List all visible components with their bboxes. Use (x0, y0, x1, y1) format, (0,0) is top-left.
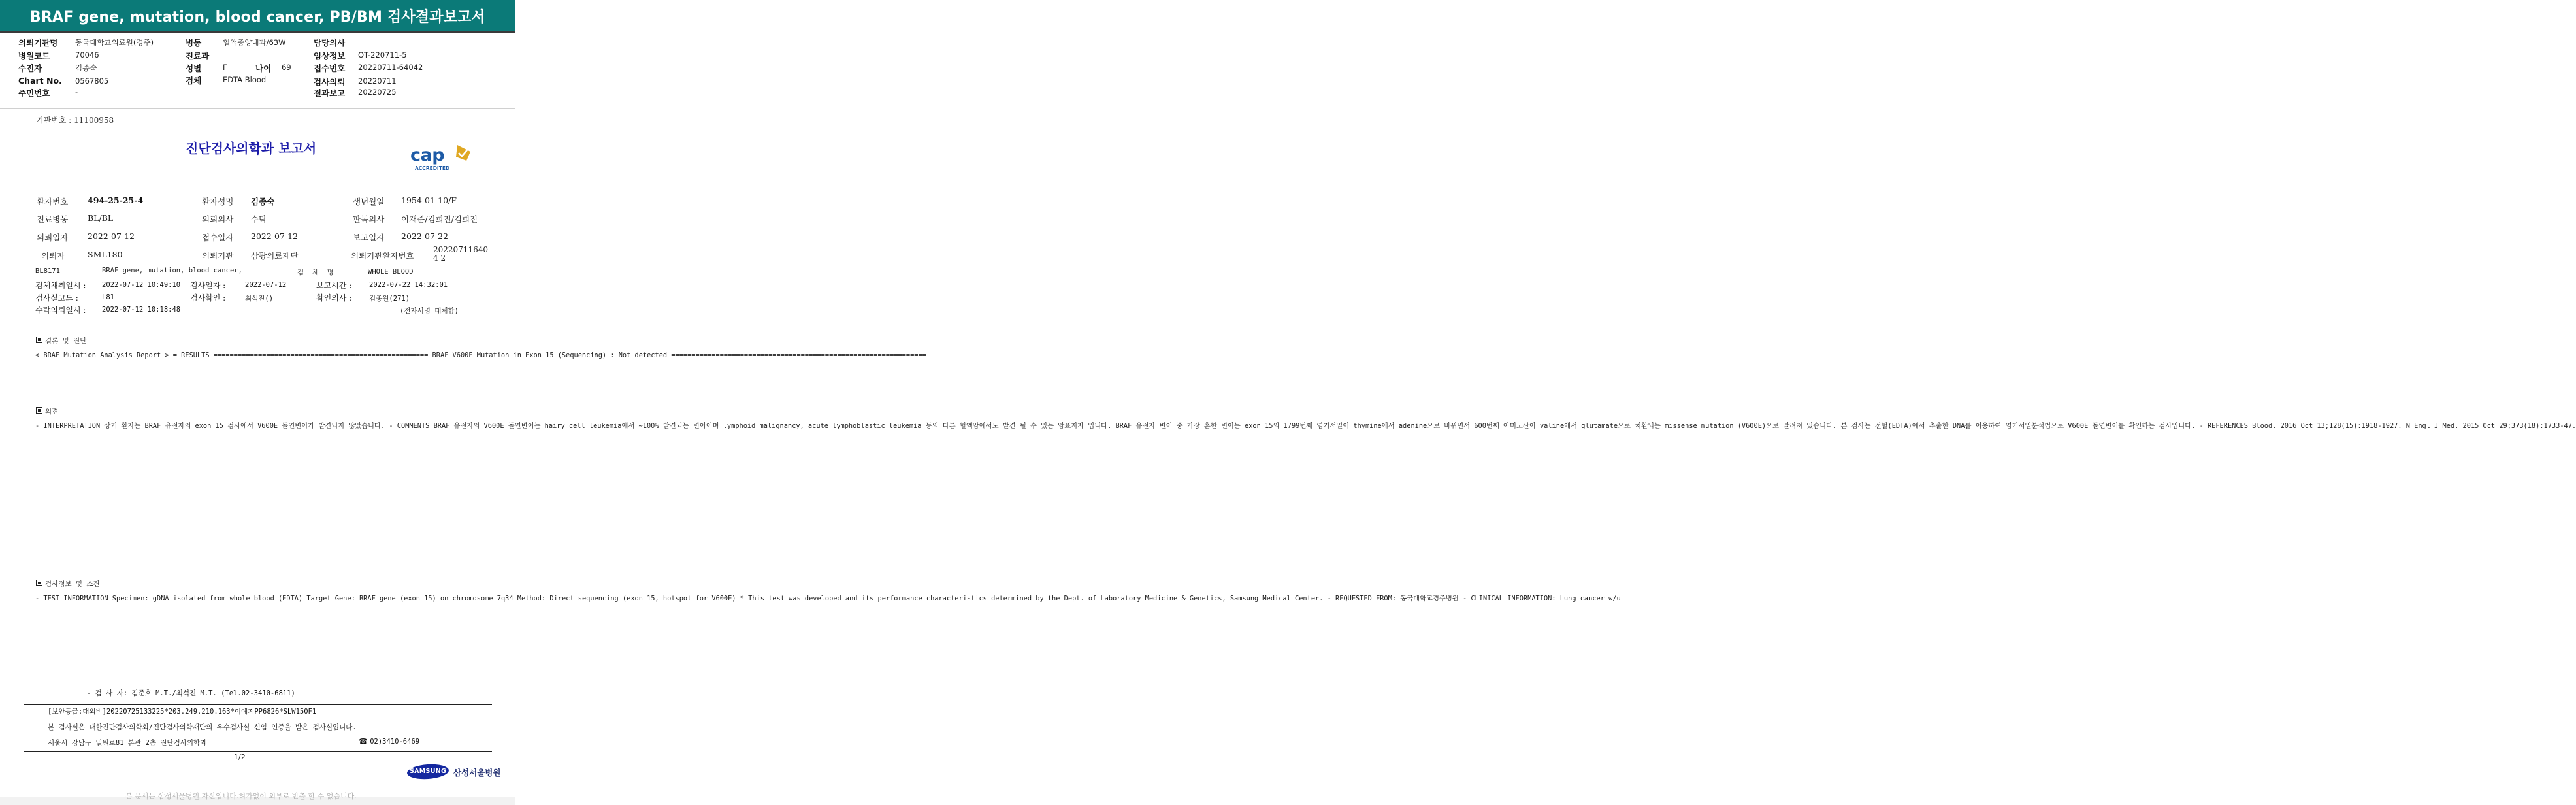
security-line: [보안등급:대외비]20220725133225*203.249.210.163*이예지PP6826*SLW150F1 (48, 708, 317, 715)
test-code: BL8171 (35, 267, 60, 275)
label-requesting-institution: 의뢰기관명 (18, 38, 58, 48)
value-result-report: 20220725 (358, 88, 397, 97)
value-collection-time: 2022-07-12 10:49:10 (102, 281, 181, 289)
report-line: - INTERPRETATION (35, 422, 101, 430)
label-reading-doctor: 판독의사 (353, 214, 385, 224)
value-clinical-info: OT-220711-5 (358, 50, 407, 59)
report-line: - REFERENCES (2199, 422, 2248, 430)
report-line: - TEST INFORMATION (35, 595, 108, 602)
certification-line: 본 검사실은 대한진단검사의학회/진단검사의학재단의 우수검사실 신임 인증을 받은 검사실입니다. (48, 723, 357, 731)
label-test-date: 검사일자 : (190, 281, 226, 290)
value-birth-date: 1954-01-10/F (401, 195, 457, 205)
label-age: 나이 (255, 63, 272, 73)
cap-roof-icon (456, 145, 470, 161)
label-clinic-ward: 진료병동 (37, 214, 69, 224)
report-line: 돌연변이를 확인하는 검사입니다. (2092, 422, 2196, 430)
report-line: = RESULTS ===================================================== (172, 352, 429, 359)
label-report-date: 보고일자 (353, 233, 385, 242)
label-resident-no: 주민번호 (18, 88, 50, 98)
title-bar (0, 0, 515, 33)
report-line: 본 검사는 전혈(EDTA)에서 추출한 DNA를 이용하여 염기서열분석법으로 V600E (1840, 422, 2089, 430)
report-line: Dept. of Laboratory Medicine & Genetics, Samsung Medical Center. (1064, 595, 1324, 602)
specimen-value: WHOLE BLOOD (368, 268, 414, 276)
test-name: BRAF gene, mutation, blood cancer, (102, 267, 242, 274)
value-chart-no: 0567805 (75, 76, 109, 86)
label-specimen: 검체 (186, 76, 202, 86)
report-title: 진단검사의학과 보고서 (186, 140, 317, 156)
report-line: lymphoid malignancy, acute lymphoblastic leukemia 등의 다른 혈액암에서도 (723, 422, 999, 430)
report-line: Specimen: gDNA isolated from whole blood (EDTA) (112, 595, 303, 602)
report-line: =============================================================== (671, 352, 926, 359)
label-receipt-no: 접수번호 (314, 63, 346, 73)
value-ward: 혈액종양내과/63W (223, 38, 286, 47)
value-requesting-doctor: 수탁 (251, 214, 267, 224)
divider (0, 108, 515, 109)
value-age: 69 (282, 63, 291, 72)
section-conclusion-title: 결론 및 진단 (45, 337, 87, 345)
samsung-hospital-name: 삼성서울병원 (453, 768, 501, 778)
value-requester: SML180 (88, 250, 123, 259)
value-report-date: 2022-07-22 (401, 231, 449, 241)
value-specimen: EDTA Blood (223, 75, 267, 84)
label-receipt-date: 접수일자 (202, 233, 234, 242)
value-clinic-ward: BL/BL (88, 213, 114, 223)
label-clinical-info: 임상정보 (314, 51, 346, 61)
cap-accredited-logo (410, 142, 476, 174)
report-line: * This test was developed and its performance characteristics determined by the (740, 595, 1060, 602)
section-opinion-title: 의견 (45, 408, 59, 416)
value-confirm-doctor: 김종원(271) (369, 295, 410, 303)
label-birth-date: 생년월일 (353, 197, 385, 206)
label-institution-patient-no: 의뢰기관환자번호 (351, 251, 414, 261)
report-line: Method: Direct sequencing (exon 15, hotspot for V600E) (517, 595, 736, 602)
section-test-info-body (35, 595, 1621, 602)
specimen-label: 검 체 명 (297, 269, 334, 276)
footer-divider (24, 751, 492, 752)
value-hospital-code: 70046 (75, 50, 99, 59)
value-institution-patient-no: 202207116404 2 (433, 245, 488, 263)
phone-line (359, 737, 419, 746)
section-conclusion-body (35, 352, 926, 359)
value-consignment-time: 2022-07-12 10:18:48 (102, 306, 181, 314)
report-line: 상기 환자는 BRAF 유전자의 exon 15 검사에서 V600E 돌연변이가 발견되지 않았습니다. (104, 422, 385, 430)
cap-word: cap (410, 145, 445, 165)
phone-number: 02)3410-6469 (370, 738, 420, 746)
section-test-info-heading (36, 579, 100, 589)
value-resident-no: - (75, 88, 78, 97)
section-test-info-title: 검사정보 및 소견 (45, 580, 100, 588)
label-requester: 의뢰자 (41, 251, 65, 261)
samsung-word: SAMSUNG (410, 768, 447, 775)
electronic-signature-note: (전자서명 대체함) (400, 307, 459, 315)
cap-accredited-text: ACCREDITED (415, 165, 450, 171)
report-line: - REQUESTED FROM: 동국대학교경주병원 (1327, 595, 1459, 602)
address-line: 서울시 강남구 일원로81 본관 2층 진단검사의학과 (48, 739, 207, 747)
label-collection-time: 검체채취일시 : (35, 281, 86, 290)
label-patient-name: 환자성명 (202, 197, 234, 206)
section-bullet-icon (36, 580, 42, 586)
value-patient-number: 494-25-25-4 (88, 195, 144, 205)
label-test-confirm: 검사확인 : (190, 293, 226, 303)
report-line: - CLINICAL INFORMATION: Lung cancer w/u (1462, 595, 1621, 602)
value-lab-code: L81 (102, 293, 114, 301)
section-conclusion-heading (36, 336, 86, 346)
ownership-notice: 본 문서는 삼성서울병원 자산입니다.허가없이 외부로 반출 할 수 없습니다. (125, 792, 357, 800)
report-line: BRAF 유전자의 V600E 돌연변이는 hairy cell leukemia에서 ~100% 발견되는 변이이며 (433, 422, 719, 430)
value-request-date: 2022-07-12 (88, 231, 135, 241)
label-patient-number: 환자번호 (37, 197, 69, 206)
section-bullet-icon (36, 407, 42, 414)
label-physician: 담당의사 (314, 38, 346, 48)
footer-divider (24, 704, 492, 705)
label-lab-code: 검사실코드 : (35, 293, 78, 303)
label-request-date: 의뢰일자 (37, 233, 69, 242)
institution-number: 기관번호 : 11100958 (36, 116, 114, 125)
value-report-time: 2022-07-22 14:32:01 (369, 281, 448, 289)
label-confirm-doctor: 확인의사 : (316, 293, 352, 303)
label-patient: 수진자 (18, 63, 42, 73)
report-line: Target Gene: BRAF gene (exon 15) on chromosome 7q34 (306, 595, 514, 602)
label-result-report: 결과보고 (314, 88, 346, 98)
value-reading-doctor: 이재준/김희진/김희진 (401, 214, 478, 224)
label-chart-no: Chart No. (18, 76, 62, 86)
label-requesting-doctor: 의뢰의사 (202, 214, 234, 224)
label-consignment-time: 수탁의뢰일시 : (35, 306, 86, 315)
report-line: missense mutation (V600E)으로 알려져 있습니다. (1665, 422, 1837, 430)
label-report-time: 보고시간 : (316, 281, 352, 290)
value-requesting-institution-2: 삼광의료재단 (251, 251, 299, 261)
value-sex: F (223, 63, 227, 72)
value-requesting-institution: 동국대학교의료원(경주) (75, 38, 154, 47)
label-requesting-institution-2: 의뢰기관 (202, 251, 234, 261)
report-result-line: BRAF V600E Mutation in Exon 15 (Sequencing) : Not detected (432, 352, 668, 359)
label-hospital-code: 병원코드 (18, 51, 50, 61)
report-line: Blood. 2016 Oct 13;128(15):1918-1927. (2252, 422, 2402, 430)
value-patient: 김종숙 (75, 63, 97, 73)
section-opinion-heading (36, 406, 58, 416)
label-test-request: 검사의뢰 (314, 77, 346, 87)
value-test-confirm: 최석진() (245, 295, 274, 303)
section-bullet-icon (36, 337, 42, 343)
report-line: adenine으로 바뀌면서 600번째 아미노산이 valine에서 glutamate으로 치환되는 (1398, 422, 1661, 430)
value-test-request: 20220711 (358, 76, 397, 86)
label-department: 진료과 (186, 51, 210, 61)
value-test-date: 2022-07-12 (245, 281, 287, 289)
value-patient-name: 김종숙 (251, 197, 275, 206)
value-receipt-date: 2022-07-12 (251, 231, 299, 241)
label-sex: 성별 (186, 63, 202, 73)
phone-icon: ☎ (359, 737, 368, 746)
value-receipt-no: 20220711-64042 (358, 63, 423, 72)
samsung-hospital-logo (406, 763, 501, 781)
report-line: N Engl J Med. 2015 Oct 29;373(18):1733-47. (2405, 422, 2576, 430)
report-line: - COMMENTS (389, 422, 430, 430)
report-line: 발견 될 수 있는 암표지자 입니다. (1002, 422, 1112, 430)
report-line: BRAF 유전자 변이 중 가장 흔한 변이는 exon 15의 1799번째 염기서열이 thymine에서 (1115, 422, 1395, 430)
label-ward: 병동 (186, 38, 202, 48)
section-opinion-body (35, 422, 2576, 430)
page-title: BRAF gene, mutation, blood cancer, PB/BM 검사결과보고서 (29, 9, 486, 25)
report-line: < BRAF Mutation Analysis Report > (35, 352, 169, 359)
examiner-line: - 검 사 자: 김준호 M.T./최석진 M.T. (Tel.02-3410-6811) (87, 689, 295, 697)
page-number: 1/2 (234, 753, 246, 761)
